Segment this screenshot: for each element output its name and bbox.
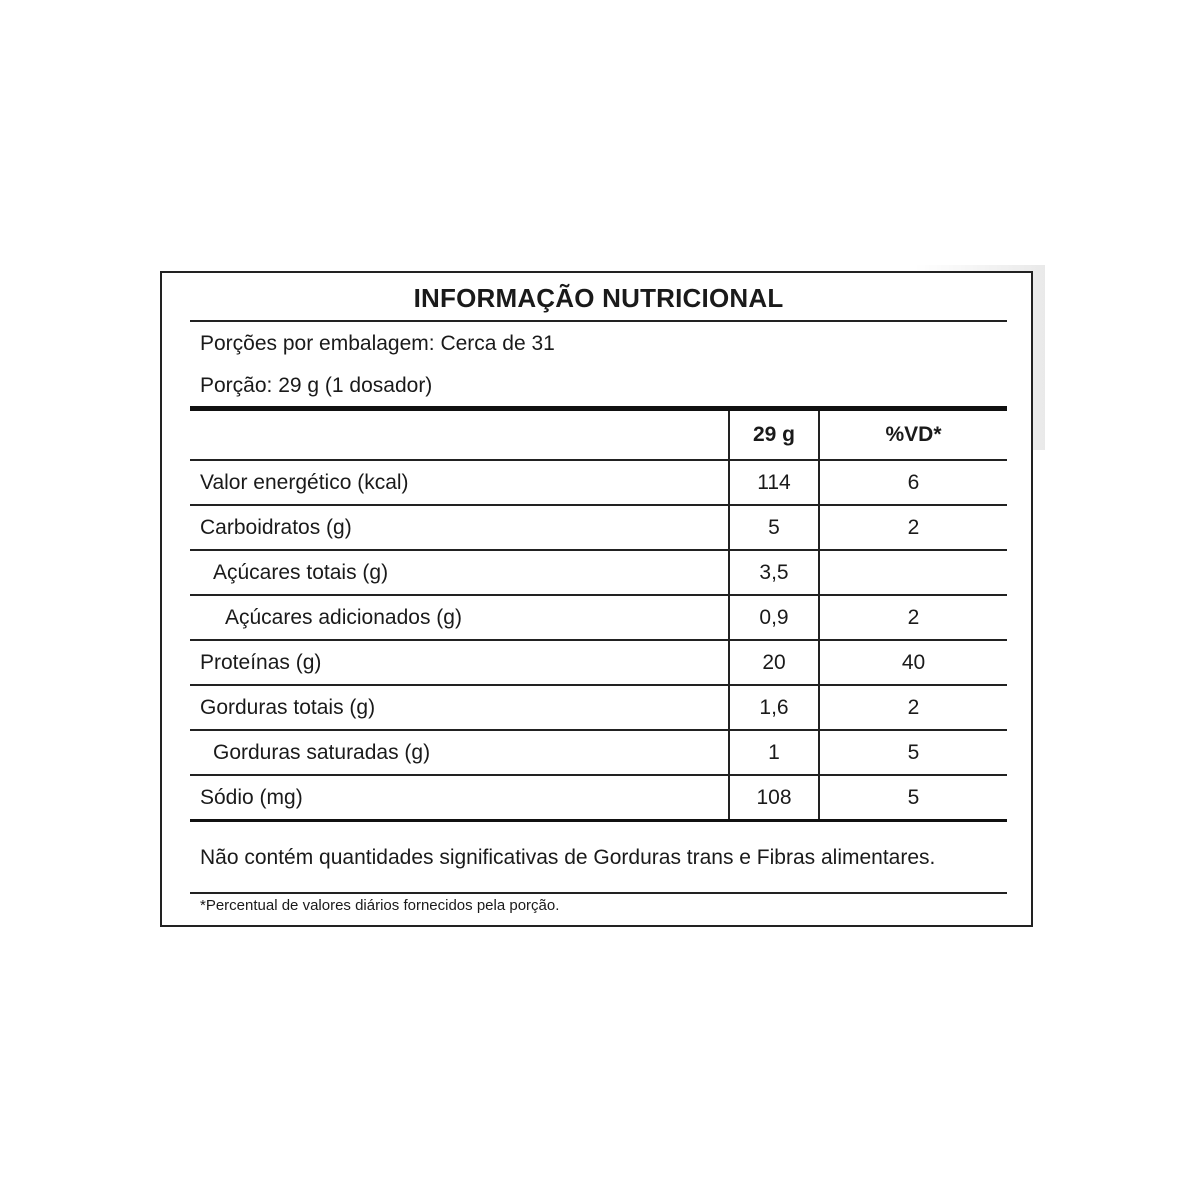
- nutrient-name: Gorduras saturadas (g): [190, 730, 729, 775]
- table-row: [190, 685, 1007, 730]
- header-amount: 29 g: [729, 411, 819, 460]
- nutrient-amount: 3,5: [729, 550, 819, 595]
- nutrient-name: Sódio (mg): [190, 775, 729, 821]
- nutrient-amount: 20: [729, 640, 819, 685]
- nutrient-name: Gorduras totais (g): [190, 685, 729, 730]
- table-row: [190, 505, 1007, 550]
- daily-value-footnote: *Percentual de valores diários fornecidos pela porção.: [200, 897, 560, 914]
- nutrition-table: [190, 411, 1007, 822]
- table-row: [190, 775, 1007, 821]
- nutrition-label-content: [190, 273, 1007, 917]
- nutrient-name: Valor energético (kcal): [190, 460, 729, 505]
- table-row: [190, 550, 1007, 595]
- header-nutrient: [190, 411, 729, 460]
- nutrient-name: Proteínas (g): [190, 640, 729, 685]
- nutrient-daily-value: 2: [819, 595, 1007, 640]
- nutrient-name: Açúcares adicionados (g): [190, 595, 729, 640]
- servings-per-package: Porções por embalagem: Cerca de 31: [200, 332, 555, 355]
- nutrient-amount: 5: [729, 505, 819, 550]
- nutrient-amount: 1,6: [729, 685, 819, 730]
- table-row: [190, 730, 1007, 775]
- nutrient-name: Carboidratos (g): [190, 505, 729, 550]
- nutrient-daily-value: 2: [819, 685, 1007, 730]
- nutrient-daily-value: 5: [819, 730, 1007, 775]
- nutrition-note: Não contém quantidades significativas de Gorduras trans e Fibras alimentares.: [190, 822, 1007, 894]
- nutrition-label: [160, 271, 1033, 927]
- nutrient-name: Açúcares totais (g): [190, 550, 729, 595]
- nutrient-daily-value: 40: [819, 640, 1007, 685]
- table-row: [190, 595, 1007, 640]
- table-header-row: [190, 411, 1007, 460]
- nutrient-amount: 114: [729, 460, 819, 505]
- nutrient-daily-value: 5: [819, 775, 1007, 821]
- nutrient-daily-value: [819, 550, 1007, 595]
- nutrient-daily-value: 2: [819, 505, 1007, 550]
- nutrient-daily-value: 6: [819, 460, 1007, 505]
- nutrient-amount: 108: [729, 775, 819, 821]
- serving-size: Porção: 29 g (1 dosador): [190, 365, 1007, 411]
- table-row: [190, 640, 1007, 685]
- label-title: INFORMAÇÃO NUTRICIONAL: [190, 273, 1007, 322]
- nutrient-amount: 1: [729, 730, 819, 775]
- header-daily-value: %VD*: [819, 411, 1007, 460]
- nutrient-amount: 0,9: [729, 595, 819, 640]
- table-row: [190, 460, 1007, 505]
